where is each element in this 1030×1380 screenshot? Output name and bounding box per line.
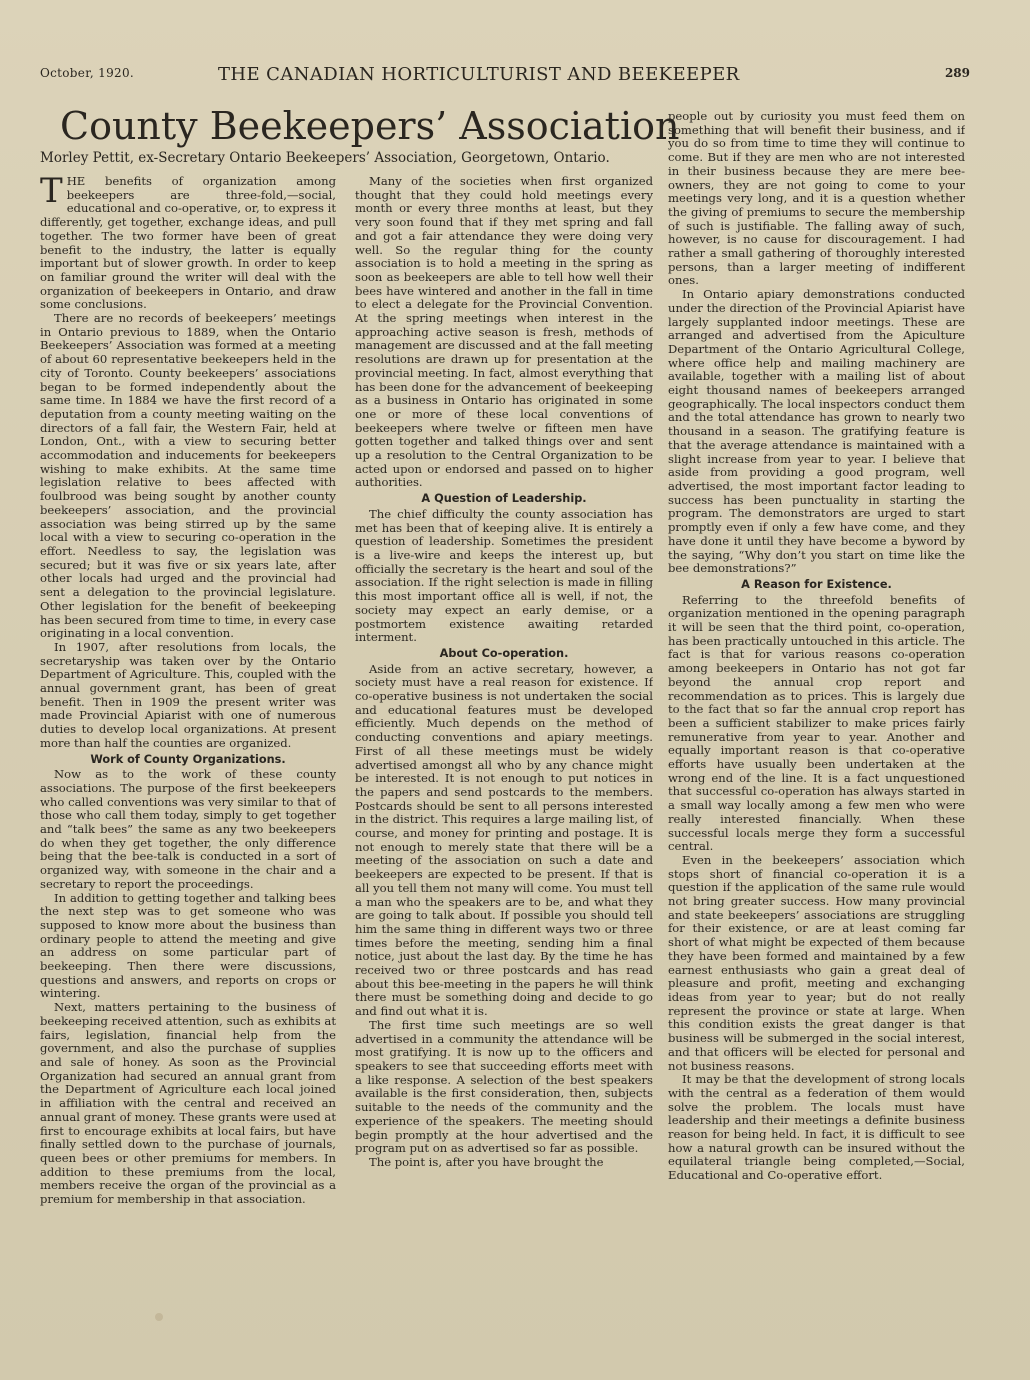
paragraph: In 1907, after resolutions from locals, the secretaryship was taken over by the Ontario Department of Agriculture. This, coupled with the annual government grant, has been of great benefit. Then in 1909 the present writer was made Provincial Apiarist with one of numerous duties to develop local organizations. At present more than half the counties are organized. — [40, 639, 336, 750]
paragraph: Aside from an active secretary, however, a society must have a real reason for existence. If co-operative business is not undertaken the social and educational features must be developed efficiently. Much depends on the method of conducting conventions and apiary meetings. First of all these meetings must be widely advertised amongst all who by any chance might be interested. It is not enough to put notices in the papers and send postcards to the members. Postcards should be sent to all persons interested in the district. This requires a large mailing list, of course, and money for printing and postage. It is not enough to merely state that there will be a meeting of the association on such a date and beekeepers are expected to be present. If that is all you tell them not many will come. You must tell a man who the speakers are to be, and what they are going to talk about. If possible you should tell him the same thing in different ways two or three times before the meeting, sending him a final notice, just about the last day. By the time he has received two or three postcards and has read about this bee-meeting in the papers he will think there must be something doing and decide to go and find out what it is. — [355, 661, 653, 1019]
issue-date: October, 1920. — [40, 66, 134, 80]
article-title: County Beekeepers’ Association — [60, 104, 680, 148]
column-2 — [355, 175, 653, 1310]
paragraph: Now as to the work of these county associations. The purpose of the first beekeepers who called conventions was very similar to that of those who call them today, simply to get together and “talk bees” the same as any two beekeepers do when they get together, the only difference being that the bee-talk is conducted in a sort of organized way, with someone in the chair and a secretary to report the proceedings. — [40, 767, 336, 891]
paragraph: Next, matters pertaining to the business of beekeeping received attention, such as exhibits at fairs, legislation, financial help from the government, and also the purchase of supplies and sale of honey. As soon as the Provincial Organization had secured an annual grant from the Department of Agriculture each local joined in affiliation with the central and received an annual grant of money. These grants were used at first to encourage exhibits at local fairs, but have finally settled down to the purchase of journals, queen bees or other premiums for members. In addition to these premiums from the local, members receive the organ of the provincial as a premium for membership in that association. — [40, 1000, 336, 1207]
column-1 — [40, 175, 336, 1310]
paragraph: The point is, after you have brought the — [369, 1154, 604, 1169]
article-byline: Morley Pettit, ex-Secretary Ontario Beekeepers’ Association, Georgetown, Ontario. — [40, 150, 610, 166]
paragraph: Referring to the threefold benefits of organization mentioned in the opening paragraph it will be seen that the third point, co-operation, has been practically untouched in this article. The fact is that for various reasons co-operation among beekeepers in Ontario has not got far beyond the annual crop report and recommendation as to prices. This is largely due to the fact that so far the annual crop report has been a sufficient stabilizer to make prices fairly remunerative from year to year. Another and equally important reason is that co-operative efforts have usually been undertaken at the wrong end of the line. It is a fact unquestioned that successful co-operation has always started in a small way locally among a few men who were really interested financially. When these successful locals merge they form a successful central. — [668, 592, 965, 854]
paragraph: There are no records of beekeepers’ meetings in Ontario previous to 1889, when the Ontario Beekeepers’ Association was formed at a meeting of about 60 representative beekeepers held in the city of Toronto. County beekeepers’ associations began to be formed independently about the same time. In 1884 we have the first record of a deputation from a county meeting waiting on the directors of a fall fair, the Western Fair, held at London, Ont., with a view to securing better accommodation and inducements for beekeepers wishing to make exhibits. At the same time legislation relative to bees affected with foulbrood was being sought by another county beekeepers’ association, and the provincial association was being stirred up by the same local with a view to securing co-operation in the effort. Needless to say, the legislation was secured; but it was five or six years late, after other locals had urged and the provincial had sent a delegation to the provincial legislature. Other legislation for the benefit of beekeeping has been secured from time to time, in every case originating in a local convention. — [40, 311, 336, 641]
section-heading: A Reason for Existence. — [741, 577, 892, 591]
paragraph: people out by curiosity you must feed them on something that will benefit their business, and if you do so from time to time they will continue to come. But if they are men who are not interested in their business because they are mere bee-owners, they are not going to come to your meetings very long, and it is a question whether the giving of premiums to secure the membership of such is justifiable. The falling away of such, however, is no cause for discouragement. I had rather a small gathering of thoroughly interested persons, than a larger meeting of indifferent ones. — [668, 110, 965, 288]
paragraph: THE benefits of organization among beekeepers are three-fold,—social, educational and co-operative, or, to express it differently, get together, exchange ideas, and pull together. The two former have been of great benefit to the industry, the latter is equally important but of slower growth. In order to keep on familiar ground the writer will deal with the organization of beekeepers in Ontario, and draw some conclusions. — [40, 175, 336, 312]
journal-title: THE CANADIAN HORTICULTURIST AND BEEKEEPER — [218, 64, 740, 85]
paragraph: In addition to getting together and talking bees the next step was to get someone who was supposed to know more about the business than ordinary people to attend the meeting and give an address on some particular part of beekeeping. Then there were discussions, questions and answers, and reports on crops or wintering. — [40, 890, 336, 1001]
paragraph: Even in the beekeepers’ association which stops short of financial co-operation it is a question if the application of the same rule would not bring greater success. How many provincial and state beekeepers’ associations are struggling for their existence, or are at least coming far short of what might be expected of them because they have been formed and maintained by a few earnest enthusiasts who gain a great deal of pleasure and profit, meeting and exchanging ideas from year to year; but do not really represent the province or state at large. When this condition exists the great danger is that business will be submerged in the social interest, and that officers will be elected for personal and not business reasons. — [668, 852, 965, 1073]
ink-spot — [155, 1313, 163, 1321]
paragraph: In Ontario apiary demonstrations conducted under the direction of the Provincial Apiarist have largely supplanted indoor meetings. These are arranged and advertised from the Apiculture Department of the Ontario Agricultural College, where office help and mailing machinery are available, together with a mailing list of about eight thousand names of beekeepers arranged geographically. The local inspectors conduct them and the total attendance has grown to nearly two thousand in a season. The gratifying feature is that the average attendance is maintained with a slight increase from year to year. I believe that aside from providing a good program, well advertised, the most important factor leading to success has been punctuality in starting the program. The demonstrators are urged to start promptly even if only a few have come, and they have done it until they have become a byword by the saying, “Why don’t you start on time like the bee demonstrations?” — [668, 287, 965, 576]
paragraph: The chief difficulty the county association has met has been that of keeping alive. It is entirely a question of leadership. Sometimes the president is a live-wire and keeps the interest up, but officially the secretary is the heart and soul of the association. If the right selection is made in filling this most important office all is well, if not, the society may expect an early demise, or a postmortem existence awaiting retarded interment. — [355, 506, 653, 645]
paragraph: It may be that the development of strong locals with the central as a federation of them would solve the problem. The locals must have leadership and their meetings a definite business reason for being held. In fact, it is difficult to see how a natural growth can be insured without the equilateral triangle being completed,—Social, Educational and Co-operative effort. — [668, 1072, 965, 1183]
section-heading: About Co-operation. — [439, 646, 569, 660]
section-heading: Work of County Organizations. — [90, 752, 286, 766]
section-heading: A Question of Leadership. — [421, 492, 587, 506]
running-header — [40, 64, 970, 92]
page-number: 289 — [944, 66, 970, 80]
paragraph: Many of the societies when first organized thought that they could hold meetings every month or every three months at least, but they very soon found that if they met spring and fall and got a fair attendance they were doing very well. So the regular thing for the county association is to hold a meeting in the spring as soon as beekeepers are able to tell how well their bees have wintered and another in the fall in time to elect a delegate for the Provincial Convention. At the spring meetings when interest in the approaching active season is fresh, methods of management are discussed and at the fall meeting resolutions are drawn up for presentation at the provincial meeting. In fact, almost everything that has been done for the advancement of beekeeping as a business in Ontario has originated in some one or more of these local conventions of beekeepers where twelve or fifteen men have gotten together and talked things over and sent up a resolution to the Central Organization to be acted upon or endorsed and passed on to higher authorities. — [355, 175, 653, 490]
paragraph: The first time such meetings are so well advertised in a community the attendance will be most gratifying. It is now up to the officers and speakers to see that succeeding efforts meet with a like response. A selection of the best speakers available is the first consideration, then, subjects suitable to the needs of the community and the experience of the speakers. The meeting should begin promptly at the hour advertised and the program put on as advertised so far as possible. — [355, 1017, 653, 1156]
column-3 — [668, 110, 965, 1310]
drop-cap: T — [40, 175, 63, 211]
